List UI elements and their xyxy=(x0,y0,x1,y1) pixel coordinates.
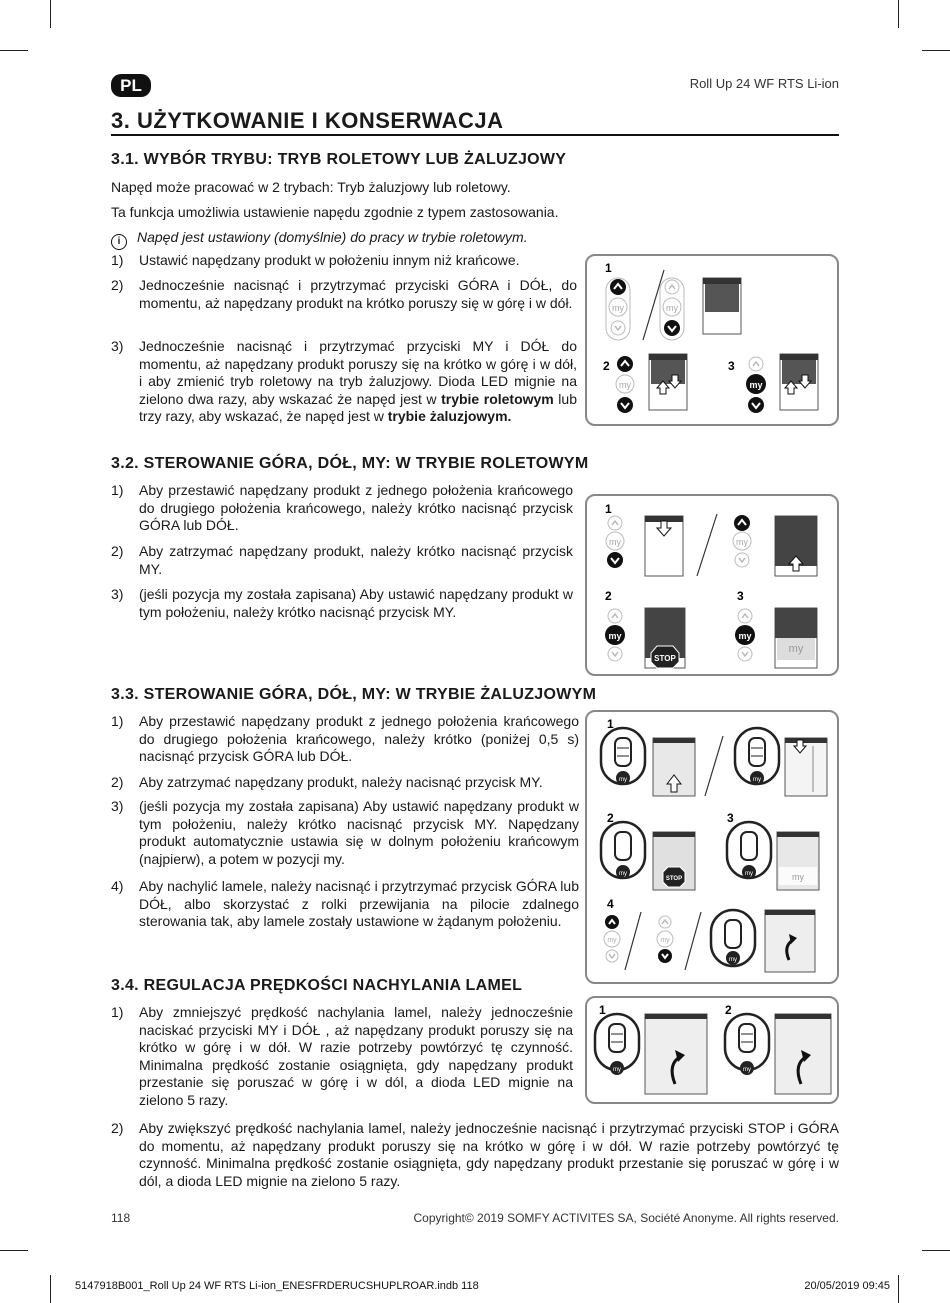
remote-control-wheel xyxy=(711,910,755,966)
my-text: my xyxy=(619,777,627,783)
divider xyxy=(697,514,717,576)
info-icon: i xyxy=(111,234,127,250)
list-number: 2) xyxy=(111,277,124,293)
info-note-text: Napęd jest ustawiony (domyślnie) do pracy w trybie roletowym. xyxy=(137,229,528,245)
remote-control xyxy=(735,609,755,661)
down-button-icon xyxy=(611,321,625,335)
crop-mark xyxy=(898,0,899,28)
venetian-blind-icon xyxy=(765,910,815,972)
up-button-icon xyxy=(659,916,671,928)
list-number: 1) xyxy=(111,713,124,729)
section-title-3-1: 3.1. WYBÓR TRYBU: TRYB ROLETOWY LUB ŻALUZJOWY xyxy=(111,151,567,168)
roller-shade-icon xyxy=(780,354,818,410)
my-text: my xyxy=(729,957,737,963)
my-text: my xyxy=(788,643,804,655)
list-text: Aby zatrzymać napędzany produkt, należy nacisnąć przycisk MY. xyxy=(139,774,543,790)
list-text: Aby nachylić lamele, należy nacisnąć i przytrzymać przycisk GÓRA lub DÓŁ, albo skorzystać z rolki przewijania na pilocie zdalnego sterowania tak, aby lamele zostały ustawione w żądanym położeniu. xyxy=(139,878,579,929)
my-text: my xyxy=(745,871,753,877)
divider xyxy=(705,736,723,796)
section-title-3-4: 3.4. REGULACJA PRĘDKOŚCI NACHYLANIA LAMEL xyxy=(111,977,523,994)
figure-mode-selection xyxy=(585,254,839,426)
list-text xyxy=(139,338,577,426)
list-text: Aby zatrzymać napędzany produkt, należy krótko nacisnąć przycisk MY. xyxy=(139,543,573,577)
list-text: Aby przestawić napędzany produkt z jednego położenia krańcowego do drugiego położenia krańcowego, należy krótko (poniżej 0,5 s) nacisnąć przycisk GÓRA lub DÓŁ. xyxy=(139,713,579,764)
divider xyxy=(625,912,641,970)
venetian-blind-icon xyxy=(653,738,695,796)
figure-mode-selection-drawing xyxy=(587,256,837,424)
list-number: 4) xyxy=(111,878,124,894)
my-text: my xyxy=(619,380,631,390)
stop-text: STOP xyxy=(665,876,683,882)
venetian-blind-icon xyxy=(785,738,827,796)
my-text: my xyxy=(613,1067,621,1073)
remote-control xyxy=(733,515,751,567)
venetian-blind-icon xyxy=(645,1014,707,1094)
list-text: Jednocześnie nacisnąć i przytrzymać przyciski GÓRA i DÓŁ, do momentu, aż napędzany produkt na krótko poruszy się w górę i w dół. xyxy=(139,277,577,311)
step-label: 2 xyxy=(603,359,610,373)
roller-shade-icon xyxy=(649,354,687,410)
up-button-icon xyxy=(608,609,622,623)
down-button-icon xyxy=(738,647,752,661)
bold-text: trybie roletowym xyxy=(441,390,554,407)
remote-control-wheel xyxy=(601,728,645,785)
step-label: 3 xyxy=(737,589,744,603)
remote-control xyxy=(606,516,624,568)
crop-mark xyxy=(922,50,950,51)
roller-shade-icon xyxy=(645,516,683,576)
list-number: 2) xyxy=(111,1120,124,1136)
down-button-icon xyxy=(735,553,749,567)
roller-shade-icon xyxy=(775,608,817,668)
up-button-icon xyxy=(610,279,626,295)
list-text: (jeśli pozycja my została zapisana) Aby ustawić napędzany produkt w tym położeniu, należy krótko nacisnąć przycisk MY. Napędzany produkt automatycznie ustawia się w dolnym położeniu krańcowym (najpierw), a potem w pozycji my. xyxy=(139,798,579,867)
down-button-icon xyxy=(606,950,618,962)
venetian-blind-icon xyxy=(653,832,695,890)
product-name: Roll Up 24 WF RTS Li-ion xyxy=(689,76,839,91)
step-label: 2 xyxy=(605,589,612,603)
remote-control-wheel xyxy=(727,822,771,879)
down-button-icon xyxy=(608,647,622,661)
roller-shade-icon xyxy=(703,278,741,334)
remote-control xyxy=(657,916,673,963)
list-text: Aby zmniejszyć prędkość nachylania lamel, należy jednocześnie naciskać przyciski MY i DÓŁ , aż napędzany produkt poruszy się na krótko w górę i w dół. W razie potrzeby powtórzyć tę czynność. Minimalna prędkość zostanie osiągnięta, gdy napędzany produkt przestanie się poruszać w górę i w dól, a dioda LED mignie na zielono 5 razy. xyxy=(139,1004,573,1108)
crop-mark xyxy=(0,50,28,51)
figure-tilt-speed xyxy=(585,996,839,1104)
remote-control xyxy=(606,278,630,340)
remote-control xyxy=(604,915,620,962)
list-text: Aby zwiększyć prędkość nachylania lamel, należy jednocześnie nacisnąć i przytrzymać przyciski STOP i GÓRA do momentu, aż napędzany produkt poruszy się na krótko w górę i w dół. W razie potrzeby powtórzyć tę czynność. Minimalna prędkość zostanie osiągnięta, gdy napędzany produkt przestanie się poruszać w górę i w dól, a dioda LED mignie na zielono 5 razy. xyxy=(139,1120,839,1189)
down-button-icon xyxy=(748,397,764,413)
copyright: Copyright© 2019 SOMFY ACTIVITES SA, Société Anonyme. All rights reserved. xyxy=(413,1211,839,1225)
remote-control xyxy=(616,356,634,413)
up-button-icon xyxy=(605,915,619,929)
step-label: 1 xyxy=(599,1003,606,1017)
crop-mark xyxy=(50,1275,51,1303)
info-note xyxy=(111,228,528,250)
my-text: my xyxy=(738,631,752,641)
list-number: 1) xyxy=(111,252,124,268)
list-number: 1) xyxy=(111,482,124,498)
remote-control xyxy=(605,609,625,661)
stop-text: STOP xyxy=(654,654,676,663)
my-text: my xyxy=(736,537,748,547)
arrow-down-icon xyxy=(657,521,671,536)
section-title-3-3: 3.3. STEROWANIE GÓRA, DÓŁ, MY: W TRYBIE ŻALUZJOWYM xyxy=(111,686,597,703)
up-button-icon xyxy=(738,609,752,623)
figure-roller-control-drawing xyxy=(587,496,837,674)
list-text: (jeśli pozycja my została zapisana) Aby ustawić napędzany produkt w tym położeniu, należy krótko nacisnąć przycisk MY. xyxy=(139,586,573,620)
remote-control xyxy=(746,357,766,413)
step-label: 3 xyxy=(727,811,734,825)
my-text: my xyxy=(619,871,627,877)
bold-text: trybie żaluzjowym. xyxy=(387,408,512,424)
divider xyxy=(643,270,664,340)
my-text: my xyxy=(607,937,617,944)
list-number: 3) xyxy=(111,338,124,354)
step-label: 3 xyxy=(728,359,735,373)
chapter-title: 3. UŻYTKOWANIE I KONSERWACJA xyxy=(111,108,504,133)
my-text: my xyxy=(666,303,678,313)
figure-tilt-speed-drawing xyxy=(587,998,837,1102)
up-button-icon xyxy=(617,356,633,372)
list-text-part: lub trzy razy, aby wskazać, że napęd jest w xyxy=(139,390,577,424)
step-label: 1 xyxy=(605,261,612,275)
my-text: my xyxy=(743,1067,751,1073)
my-text: my xyxy=(608,631,622,641)
list-text: Aby przestawić napędzany produkt z jednego położenia krańcowego do drugiego położenia krańcowego, należy krótko nacisnąć przycisk GÓRA lub DÓŁ. xyxy=(139,482,573,533)
crop-mark xyxy=(898,1275,899,1303)
down-button-icon xyxy=(617,397,633,413)
figure-roller-control xyxy=(585,494,839,676)
roller-shade-icon xyxy=(645,608,685,668)
remote-control-wheel xyxy=(595,1014,639,1075)
up-button-icon xyxy=(749,357,763,371)
remote-control-wheel xyxy=(735,728,779,785)
paragraph: Napęd może pracować w 2 trybach: Tryb żaluzjowy lub roletowy. xyxy=(111,179,511,195)
list-number: 2) xyxy=(111,543,124,559)
my-text: my xyxy=(609,537,621,547)
my-text: my xyxy=(660,937,670,944)
roller-shade-icon xyxy=(775,516,817,576)
step-label: 1 xyxy=(607,717,614,731)
list-text-part: Jednocześnie nacisnąć i przytrzymać przyciski MY i DÓŁ do momentu, aż napędzany produkt poruszy się na krótko w górę i w dół, i aby zmienić tryb roletowy na tryb żaluzjowy. Dioda LED mignie na zielono dwa razy, aby wskazać że napęd jest w xyxy=(139,338,577,407)
divider xyxy=(685,912,701,970)
list-number: 3) xyxy=(111,586,124,602)
list-number: 3) xyxy=(111,798,124,814)
step-label: 4 xyxy=(607,897,614,911)
up-button-icon xyxy=(734,515,750,531)
down-button-icon xyxy=(664,320,680,336)
venetian-blind-icon xyxy=(775,1014,831,1094)
crop-mark xyxy=(0,1250,28,1251)
crop-mark xyxy=(50,0,51,28)
down-button-icon xyxy=(658,949,672,963)
section-title-3-2: 3.2. STEROWANIE GÓRA, DÓŁ, MY: W TRYBIE ROLETOWYM xyxy=(111,455,589,472)
remote-control-wheel xyxy=(601,822,645,879)
chapter-rule xyxy=(111,134,839,136)
remote-control xyxy=(660,278,684,340)
my-text: my xyxy=(753,777,761,783)
my-text: my xyxy=(612,303,624,313)
up-button-icon xyxy=(608,516,622,530)
figure-venetian-control-drawing xyxy=(587,712,837,982)
print-date: 20/05/2019 09:45 xyxy=(804,1280,890,1292)
paragraph: Ta funkcja umożliwia ustawienie napędu zgodnie z typem zastosowania. xyxy=(111,204,559,220)
step-label: 2 xyxy=(725,1003,732,1017)
list-number: 1) xyxy=(111,1004,124,1020)
up-button-icon xyxy=(665,280,679,294)
venetian-blind-icon xyxy=(777,832,819,890)
down-button-icon xyxy=(607,552,623,568)
language-badge: PL xyxy=(111,74,151,97)
list-number: 2) xyxy=(111,774,124,790)
list-text: Ustawić napędzany produkt w położeniu innym niż krańcowe. xyxy=(139,252,520,268)
my-text: my xyxy=(749,380,763,390)
my-text: my xyxy=(792,872,804,882)
print-slug: 5147918B001_Roll Up 24 WF RTS Li-ion_ENESFRDERUCSHUPLROAR.indb 118 xyxy=(75,1280,479,1292)
page-number: 118 xyxy=(111,1211,131,1225)
figure-venetian-control xyxy=(585,710,839,984)
remote-control-wheel xyxy=(725,1014,769,1075)
step-label: 1 xyxy=(605,502,612,516)
step-label: 2 xyxy=(607,811,614,825)
crop-mark xyxy=(922,1250,950,1251)
